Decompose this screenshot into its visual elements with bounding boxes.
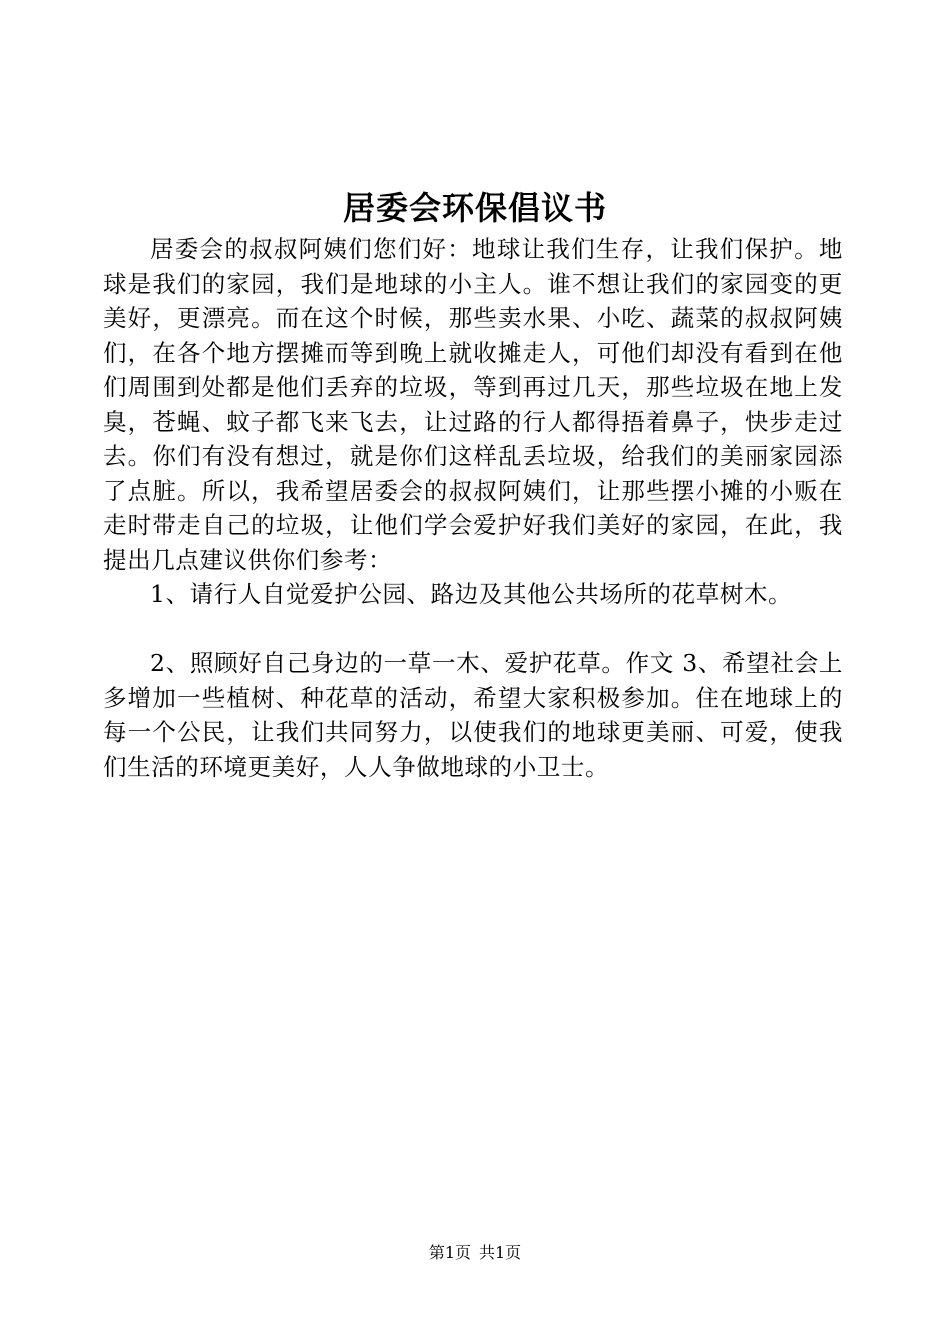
paragraph-spacer xyxy=(103,612,843,647)
document-title: 居委会环保倡议书 xyxy=(342,189,607,227)
document-body xyxy=(103,232,843,784)
paragraph-greeting: 居委会的叔叔阿姨们您们好：地球让我们生存，让我们保护。地球是我们的家园，我们是地球的小主人。谁不想让我们的家园变的更美好，更漂亮。而在这个时候，那些卖水果、小吃、蔬菜的叔叔阿姨们，在各个地方摆摊而等到晚上就收摊走人，可他们却没有看到在他们周围到处都是他们丢弃的垃圾，等到再过几天，那些垃圾在地上发臭，苍蝇、蚊子都飞来飞去，让过路的行人都得捂着鼻子，快步走过去。你们有没有想过，就是你们这样乱丢垃圾，给我们的美丽家园添了点脏。所以，我希望居委会的叔叔阿姨们，让那些摆小摊的小贩在走时带走自己的垃圾，让他们学会爱护好我们美好的家园，在此，我提出几点建议供你们参考： xyxy=(103,235,843,574)
page-total: 共1页 xyxy=(479,1243,522,1262)
page-footer xyxy=(0,1241,950,1265)
suggestion-item-1: 1、请行人自觉爱护公园、路边及其他公共场所的花草树木。 xyxy=(150,580,793,608)
paragraph-suggestions: 2、照顾好自己身边的一草一木、爱护花草。作文 3、希望社会上多增加一些植树、种花草的活动，希望大家积极参加。住在地球上的每一个公民，让我们共同努力，以使我们的地球更美丽、可爱，使我们生活的环境更美好，人人争做地球的小卫士。 xyxy=(103,649,843,781)
page-number: 第1页 xyxy=(428,1243,471,1262)
